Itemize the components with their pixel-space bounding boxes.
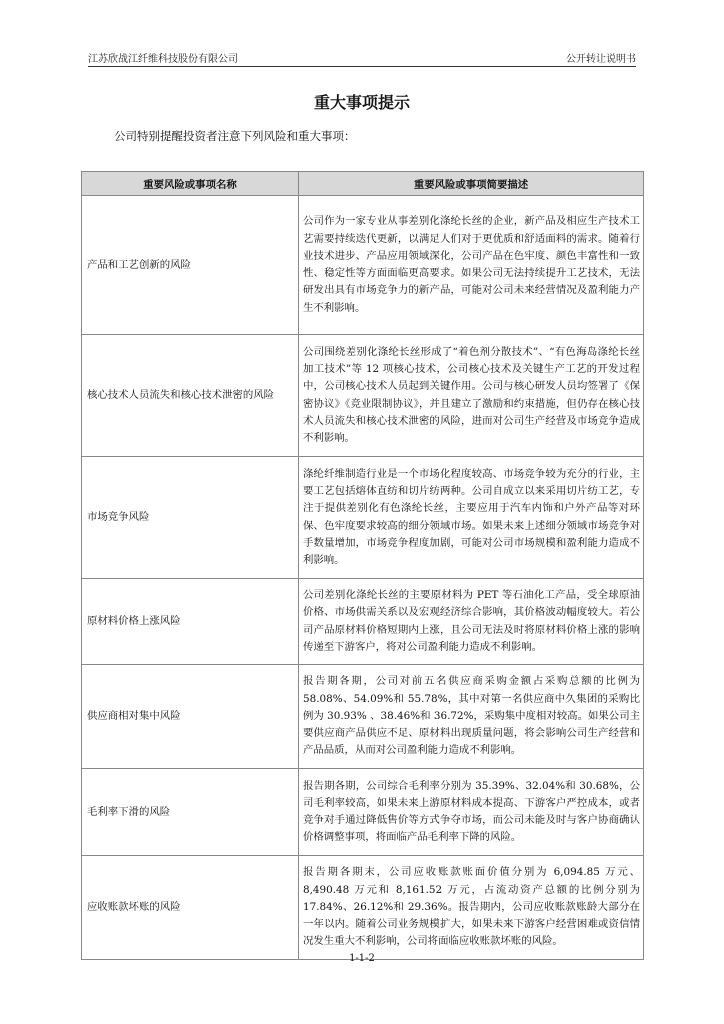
column-header-risk-name: 重要风险或事项名称 <box>82 172 299 196</box>
risk-name-cell: 产品和工艺创新的风险 <box>82 196 299 335</box>
risk-name-cell: 供应商相对集中风险 <box>82 665 299 769</box>
risk-description-cell: 公司差别化涤纶长丝的主要原材料为 PET 等石油化工产品，受全球原油价格、市场供需关系以及宏观经济综合影响，其价格波动幅度较大。若公司产品原材料价格短期内上涨，且公司无法及时将原材料价格上涨的影响传递至下游客户，将对公司盈利能力造成不利影响。 <box>299 579 644 665</box>
risk-description-cell: 报告期各期，公司对前五名供应商采购金额占采购总额的比例为 58.08%、54.09%和 55.78%，其中对第一名供应商中久集团的采购比例为 30.93% 、38.46%和 36.72%，采购集中度相对较高。如果公司主要供应商产品供应不足、原材料出现质量问题，将会影响公司生产经营和产品品质，从而对公司盈利能力造成不利影响。 <box>299 665 644 769</box>
table-row <box>82 856 644 960</box>
table-row <box>82 457 644 579</box>
risk-name-cell: 应收账款坏账的风险 <box>82 856 299 960</box>
risk-name-cell: 原材料价格上涨风险 <box>82 579 299 665</box>
risk-description-cell: 公司作为一家专业从事差别化涤纶长丝的企业，新产品及相应生产技术工艺需要持续迭代更新，以满足人们对于更优质和舒适面料的需求。随着行业技术进步、产品应用领域深化，公司产品在色牢度、颜色丰富性和一致性、稳定性等方面面临更高要求。如果公司无法持续提升工艺技术，无法研发出具有市场竞争力的新产品，可能对公司未来经营情况及盈利能力产生不利影响。 <box>299 196 644 335</box>
table-row <box>82 196 644 335</box>
table-row <box>82 579 644 665</box>
page-number: 1-1-2 <box>349 953 375 964</box>
page-title: 重大事项提示 <box>313 93 410 112</box>
risk-description-cell: 公司围绕差别化涤纶长丝形成了“着色剂分散技术”、“有色海岛涤纶长丝加工技术”等 12 项核心技术，公司核心技术及关键生产工艺的开发过程中，公司核心技术人员起到关键作用。公司与核心研发人员均签署了《保密协议》《竞业限制协议》，并且建立了激励和约束措施，但仍存在核心技术人员流失和核心技术泄密的风险，进而对公司生产经营及市场竞争造成不利影响。 <box>299 335 644 457</box>
risk-name-cell: 核心技术人员流失和核心技术泄密的风险 <box>82 335 299 457</box>
intro-paragraph: 公司特别提醒投资者注意下列风险和重大事项： <box>114 129 356 143</box>
table-row <box>82 769 644 856</box>
risk-description-cell: 报告期各期末，公司应收账款账面价值分别为 6,094.85 万元、8,490.48 万元和 8,161.52 万元，占流动资产总额的比例分别为 17.84%、26.12%和 29.36%。报告期内，公司应收账款账龄大部分在一年以内。随着公司业务规模扩大，如果未来下游客户经营困难或资信情况发生重大不利影响，公司将面临应收账款坏账的风险。 <box>299 856 644 960</box>
risk-description-cell: 报告期各期，公司综合毛利率分别为 35.39%、32.04%和 30.68%，公司毛利率较高，如果未来上游原材料成本提高、下游客户严控成本，或者竞争对手通过降低售价等方式争夺市场，而公司未能及时与客户协商确认价格调整事项，将面临产品毛利率下降的风险。 <box>299 769 644 856</box>
table-row <box>82 665 644 769</box>
risk-table <box>81 171 644 960</box>
header-company-name: 江苏欣战江纤维科技股份有限公司 <box>88 54 238 65</box>
table-header-row <box>82 172 644 196</box>
risk-description-cell: 涤纶纤维制造行业是一个市场化程度较高、市场竞争较为充分的行业，主要工艺包括熔体直纺和切片纺两种。公司自成立以来采用切片纺工艺，专注于提供差别化有色涤纶长丝，主要应用于汽车内饰和户外产品等对环保、色牢度要求较高的细分领域市场。如果未来上述细分领域市场竞争对手数量增加，市场竞争程度加剧，可能对公司市场规模和盈利能力造成不利影响。 <box>299 457 644 579</box>
column-header-risk-description: 重要风险或事项简要描述 <box>299 172 644 196</box>
risk-name-cell: 市场竞争风险 <box>82 457 299 579</box>
header-document-type: 公开转让说明书 <box>566 54 636 65</box>
table-row <box>82 335 644 457</box>
risk-name-cell: 毛利率下滑的风险 <box>82 769 299 856</box>
page-header <box>88 48 636 67</box>
